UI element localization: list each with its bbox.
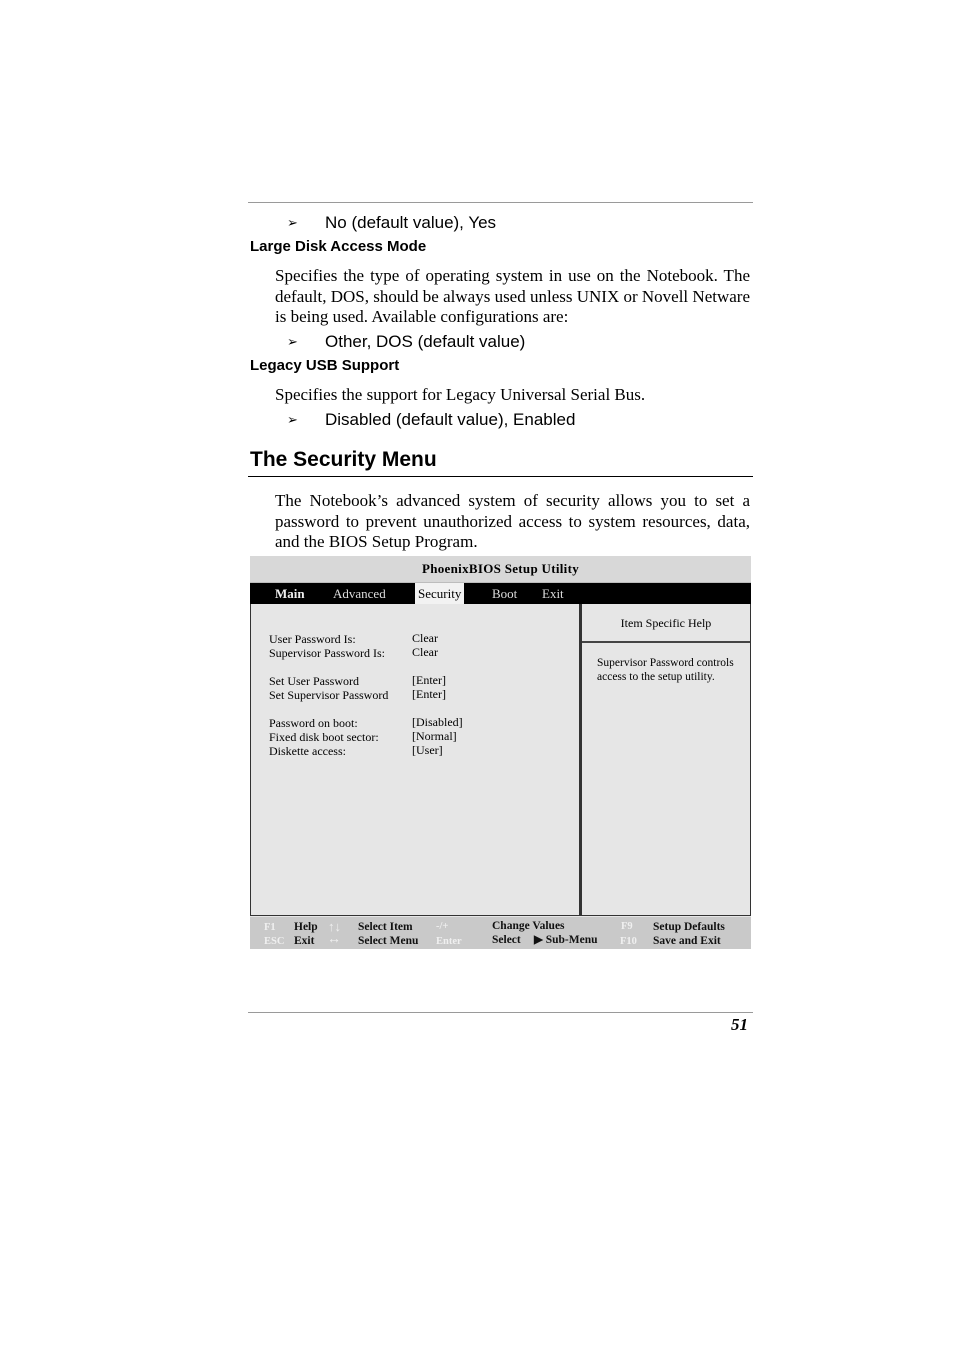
field-value-fixed-disk-boot-sector[interactable]: [Normal] [412, 729, 457, 743]
help-panel-title: Item Specific Help [582, 604, 750, 643]
section-title-security-menu: The Security Menu [250, 448, 437, 471]
legend-save-and-exit: Save and Exit [653, 935, 721, 947]
key-esc: ESC [264, 936, 285, 947]
bios-settings-panel [250, 604, 580, 916]
legend-select-item: Select Item [358, 921, 413, 933]
bios-tab-security[interactable]: Security [415, 583, 464, 604]
page-number: 51 [731, 1015, 748, 1034]
paragraph-large-disk: Specifies the type of operating system in use on the Notebook. The default, DOS, should be always used unless UNIX or Novell Netware is being used. Available configurations are: [275, 266, 750, 326]
key-f1: F1 [264, 922, 276, 933]
legend-exit: Exit [294, 935, 315, 947]
field-label-password-on-boot[interactable]: Password on boot: [269, 716, 358, 730]
field-value-supervisor-password-is: Clear [412, 645, 438, 659]
field-value-user-password-is: Clear [412, 631, 438, 645]
bullet-text: Other, DOS (default value) [325, 332, 526, 351]
bios-help-panel [580, 604, 751, 916]
section-title-rule [248, 476, 753, 477]
bios-tab-advanced[interactable]: Advanced [333, 586, 386, 601]
bios-title: PhoenixBIOS Setup Utility [250, 556, 751, 583]
field-label-diskette-access[interactable]: Diskette access: [269, 744, 346, 758]
field-value-set-user-password[interactable]: [Enter] [412, 673, 446, 687]
legend-sub-menu: ▶ Sub-Menu [534, 934, 598, 946]
field-label-set-supervisor-password[interactable]: Set Supervisor Password [269, 688, 389, 702]
legend-select: Select [492, 934, 521, 946]
legend-change-values: Change Values [492, 920, 565, 932]
bios-menu-bar [250, 583, 751, 604]
field-label-set-user-password[interactable]: Set User Password [269, 674, 359, 688]
field-value-set-supervisor-password[interactable]: [Enter] [412, 687, 446, 701]
up-down-arrows-icon: ↑↓ [328, 919, 341, 934]
bullet-text: Disabled (default value), Enabled [325, 410, 576, 429]
field-value-diskette-access[interactable]: [User] [412, 743, 443, 757]
legend-setup-defaults: Setup Defaults [653, 921, 725, 933]
bios-screenshot [250, 556, 751, 949]
bios-tab-exit[interactable]: Exit [542, 586, 564, 601]
heading-legacy-usb-support: Legacy USB Support [250, 357, 400, 374]
bios-tab-boot[interactable]: Boot [492, 586, 518, 601]
help-panel-text: Supervisor Password controls access to the setup utility. [597, 657, 734, 683]
field-label-fixed-disk-boot-sector[interactable]: Fixed disk boot sector: [269, 730, 379, 744]
arrow-bullet-icon: ➢ [287, 412, 298, 427]
arrow-bullet-icon: ➢ [287, 334, 298, 349]
heading-large-disk-access-mode: Large Disk Access Mode [250, 238, 427, 255]
footer-rule [248, 1012, 753, 1013]
arrow-bullet-icon: ➢ [287, 215, 298, 230]
field-value-password-on-boot[interactable]: [Disabled] [412, 715, 463, 729]
bios-tab-main[interactable]: Main [275, 586, 305, 601]
header-rule [248, 202, 753, 203]
key-f9: F9 [621, 921, 633, 932]
paragraph-legacy-usb: Specifies the support for Legacy Universal Serial Bus. [275, 385, 646, 404]
key-f10: F10 [620, 936, 637, 947]
bios-key-legend [250, 917, 751, 949]
paragraph-security: The Notebook’s advanced system of security allows you to set a password to prevent unauthorized access to system resources, data, and the BIOS Setup Program. [275, 491, 750, 551]
legend-help: Help [294, 921, 318, 933]
left-right-arrows-icon: ↔ [327, 932, 341, 947]
field-label-user-password-is: User Password Is: [269, 632, 356, 646]
key-minus-plus: -/+ [436, 921, 449, 932]
key-enter: Enter [436, 936, 462, 947]
field-label-supervisor-password-is: Supervisor Password Is: [269, 646, 385, 660]
legend-select-menu: Select Menu [358, 935, 419, 947]
bullet-text: No (default value), Yes [325, 213, 497, 232]
